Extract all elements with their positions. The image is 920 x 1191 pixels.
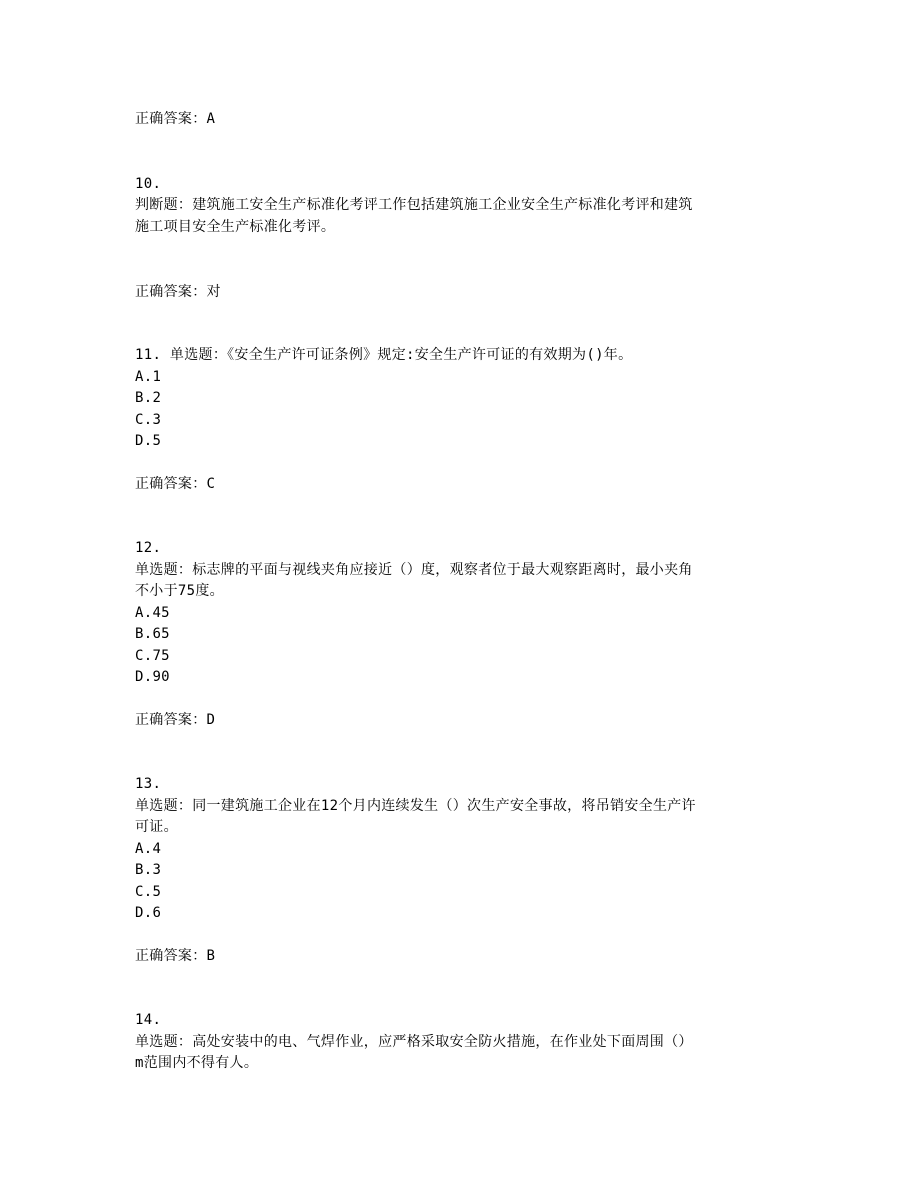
option-b: B.65 xyxy=(135,626,170,642)
question-text: 施工项目安全生产标准化考评。 xyxy=(135,219,336,235)
option-d: D.90 xyxy=(135,669,170,685)
option-c: C.3 xyxy=(135,412,162,428)
question-text: 单选题：同一建筑施工企业在12个月内连续发生（）次生产安全事故，将吊销安全生产许 xyxy=(135,798,696,814)
option-a: A.4 xyxy=(135,841,162,857)
answer-line: 正确答案：B xyxy=(135,948,216,964)
option-c: C.75 xyxy=(135,648,170,664)
question-text: m范围内不得有人。 xyxy=(135,1055,259,1071)
question-number: 14. xyxy=(135,1012,162,1028)
option-d: D.6 xyxy=(135,905,162,921)
option-d: D.5 xyxy=(135,433,162,449)
option-b: B.2 xyxy=(135,390,162,406)
question-text: 不小于75度。 xyxy=(135,583,224,599)
answer-line: 正确答案：对 xyxy=(135,284,221,300)
answer-line: 正确答案：A xyxy=(135,111,216,127)
answer-line: 正确答案：C xyxy=(135,476,216,492)
question-text: 11. 单选题：《安全生产许可证条例》规定:安全生产许可证的有效期为()年。 xyxy=(135,347,633,363)
question-text: 单选题：高处安装中的电、气焊作业，应严格采取安全防火措施，在作业处下面周围（） xyxy=(135,1034,693,1050)
question-text: 判断题：建筑施工安全生产标准化考评工作包括建筑施工企业安全生产标准化考评和建筑 xyxy=(135,197,693,213)
option-c: C.5 xyxy=(135,884,162,900)
question-text: 可证。 xyxy=(135,819,178,835)
question-number: 13. xyxy=(135,776,162,792)
option-a: A.45 xyxy=(135,605,170,621)
question-text: 单选题：标志牌的平面与视线夹角应接近（）度，观察者位于最大观察距离时，最小夹角 xyxy=(135,562,693,578)
question-number: 10. xyxy=(135,176,162,192)
option-a: A.1 xyxy=(135,369,162,385)
question-number: 12. xyxy=(135,540,162,556)
option-b: B.3 xyxy=(135,862,162,878)
answer-line: 正确答案：D xyxy=(135,712,216,728)
